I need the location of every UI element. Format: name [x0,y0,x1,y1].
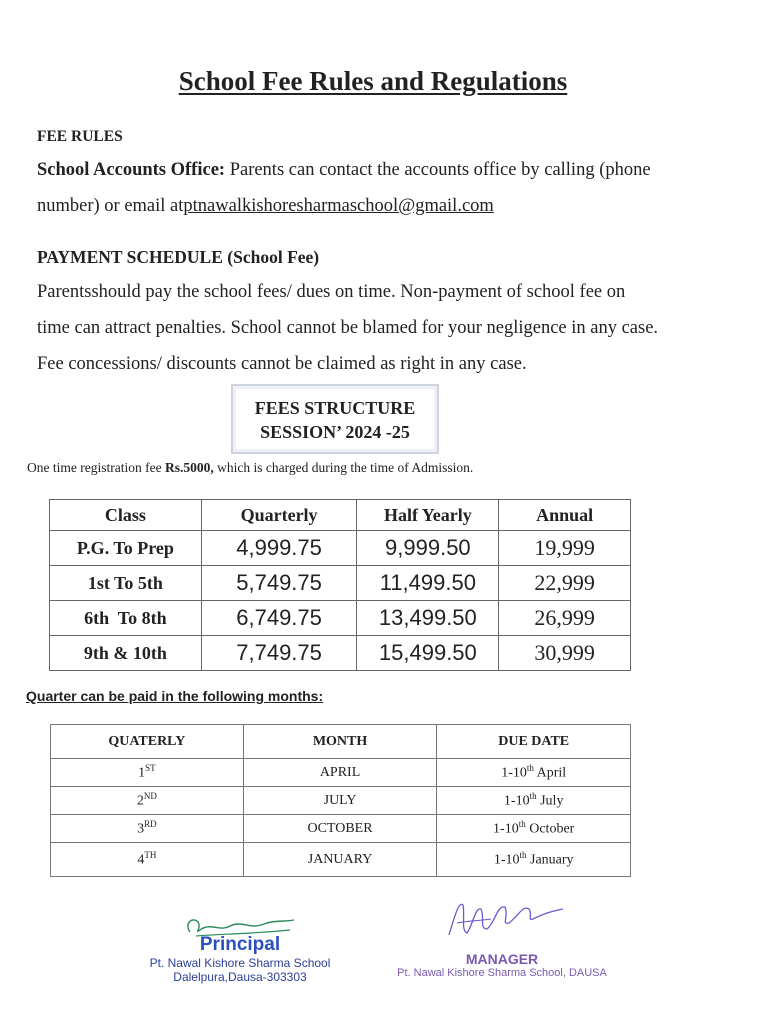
fees-structure-title: FEES STRUCTURE [254,398,416,418]
quarter-table-header [51,725,631,759]
payment-line-1: Parentsshould pay the school fees/ dues on time. Non-payment of school fee on [37,282,626,302]
table-row [51,815,631,843]
fees-table [49,499,631,671]
table-row [50,531,631,566]
due-suffix: th [526,763,534,774]
due-date-cell [437,787,631,815]
registration-amount: Rs.5000, [164,460,214,475]
class-cell: 9th & 10th [50,636,202,671]
half-yearly-cell: 15,499.50 [357,636,499,671]
quarter-cell [51,843,244,877]
manager-title: MANAGER [465,951,539,967]
month-cell: APRIL [243,759,437,787]
quarter-number: 3 [137,821,145,837]
due-month: January [526,852,574,868]
class-cell: P.G. To Prep [50,531,202,566]
column-header: Quarterly [201,500,357,531]
due-suffix: th [519,850,527,861]
accounts-office-paragraph [37,152,737,224]
due-month: July [536,793,564,809]
half-yearly-cell: 11,499.50 [357,566,499,601]
class-cell: 6th To 8th [50,601,202,636]
quarter-suffix: TH [144,850,157,861]
principal-school-name: Pt. Nawal Kishore Sharma School [149,956,331,970]
quarterly-cell: 5,749.75 [201,566,357,601]
table-row [51,843,631,877]
month-cell: OCTOBER [243,815,437,843]
annual-cell: 26,999 [499,601,631,636]
registration-text: One time registration fee [27,460,165,475]
column-header: Half Yearly [357,500,499,531]
principal-title: Principal [199,934,281,955]
quarter-suffix: ST [145,763,156,774]
column-header: Annual [499,500,631,531]
due-range: 1-10 [493,821,519,837]
due-date-cell [437,843,631,877]
principal-address: Dalelpura,Dausa-303303 [173,970,307,984]
principal-stamp [140,914,340,984]
quarter-number: 4 [137,852,145,868]
quarter-cell [51,815,244,843]
column-header: MONTH [243,725,437,759]
table-row [50,601,631,636]
quarter-suffix: ND [143,791,157,802]
column-header: Class [50,500,202,531]
quarter-cell [51,787,244,815]
due-range: 1-10 [501,765,527,781]
due-range: 1-10 [493,852,520,868]
quarter-table [50,724,631,877]
fees-structure-box [231,384,439,454]
accounts-office-text: Parents can contact the accounts office by calling (phone [225,160,651,180]
quarterly-cell: 6,749.75 [201,601,357,636]
column-header: QUATERLY [51,725,244,759]
annual-cell: 22,999 [499,566,631,601]
fees-table-header [50,500,631,531]
due-date-cell [437,815,631,843]
table-row [51,759,631,787]
half-yearly-cell: 13,499.50 [357,601,499,636]
registration-text-end: which is charged during the time of Admission. [213,460,474,475]
due-range: 1-10 [503,793,530,809]
half-yearly-cell: 9,999.50 [357,531,499,566]
quarter-number: 1 [138,765,146,781]
payment-line-3: Fee concessions/ discounts cannot be claimed as right in any case. [37,354,527,374]
payment-schedule-heading: PAYMENT SCHEDULE (School Fee) [37,247,320,267]
table-row [51,787,631,815]
due-date-cell [437,759,631,787]
table-row [50,636,631,671]
accounts-office-label: School Accounts Office: [37,160,226,180]
quarter-heading: Quarter can be paid in the following months: [26,688,324,704]
quarter-number: 2 [136,793,144,809]
manager-school-name: Pt. Nawal Kishore Sharma School, DAUSA [397,967,607,979]
quarter-suffix: RD [144,819,157,830]
annual-cell: 19,999 [499,531,631,566]
email-link[interactable]: ptnawalkishoresharmaschool@gmail.com [183,196,494,216]
quarterly-cell: 4,999.75 [201,531,357,566]
table-row [50,566,631,601]
payment-paragraph [37,274,737,382]
due-suffix: th [529,791,537,802]
fee-rules-heading: FEE RULES [37,128,123,145]
registration-note [27,460,473,476]
due-month: October [525,821,575,837]
due-month: April [533,765,567,781]
session-label: SESSION’ 2024 -25 [260,422,410,442]
annual-cell: 30,999 [499,636,631,671]
quarter-cell [51,759,244,787]
payment-line-2: time can attract penalties. School cannot be blamed for your negligence in any case. [37,318,659,338]
due-suffix: th [518,819,526,830]
manager-stamp [392,895,612,979]
class-cell: 1st To 5th [50,566,202,601]
page-title: School Fee Rules and Regulations [178,66,568,96]
month-cell: JULY [243,787,437,815]
month-cell: JANUARY [243,843,437,877]
quarterly-cell: 7,749.75 [201,636,357,671]
manager-signature [437,895,567,945]
column-header: DUE DATE [437,725,631,759]
accounts-office-text-2: number) or email at [37,196,184,216]
